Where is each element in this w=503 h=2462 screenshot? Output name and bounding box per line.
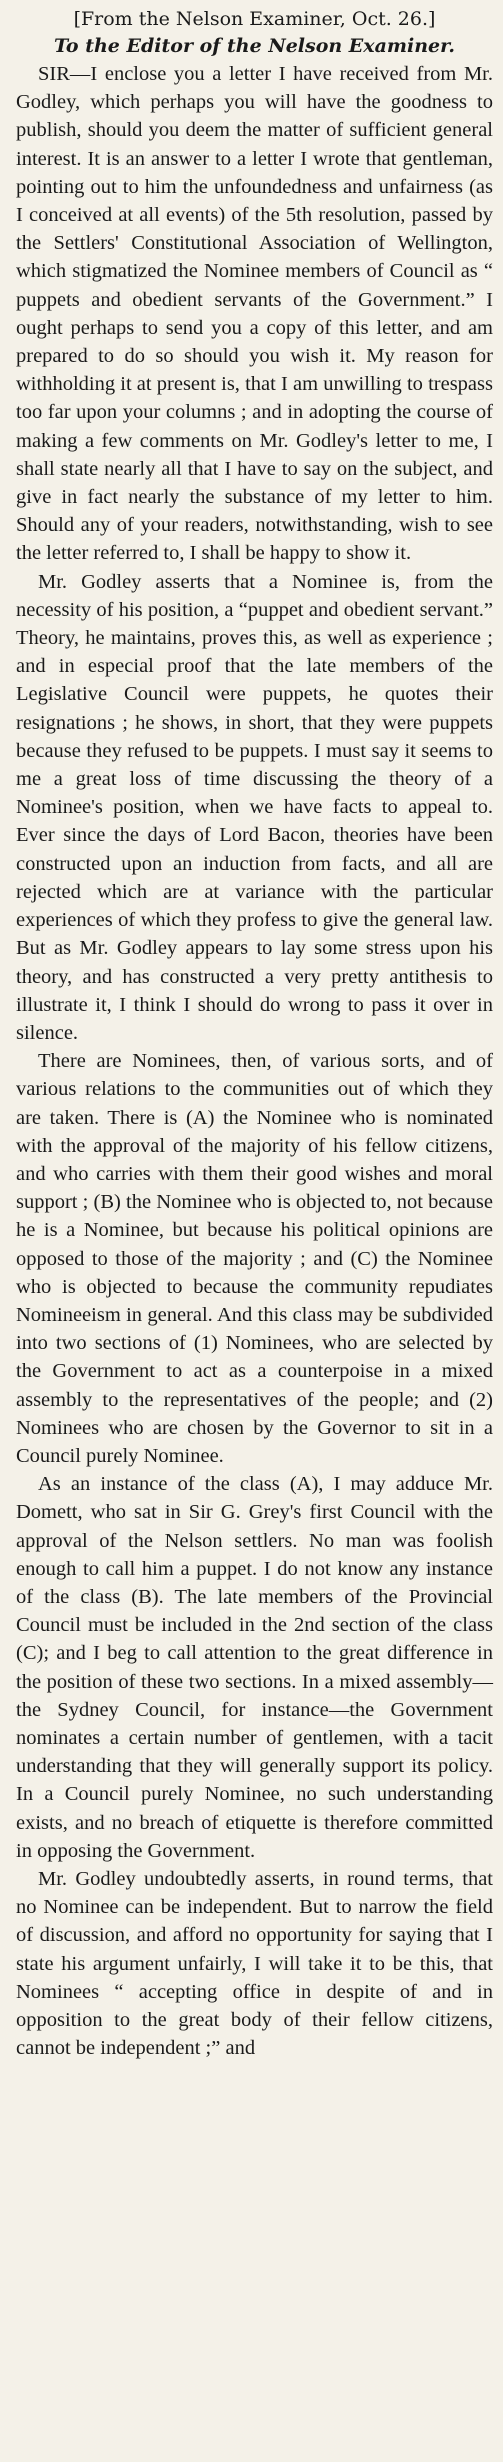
- paragraph-3: There are Nominees, then, of various sorts, and of various relations to the communities out of which they are taken. There is (A) the Nominee who is nominated with the approval of the majority of his fellow citizens, and who carries with them their good wishes and moral support ; (B) the Nominee who is objected to, not because he is a Nominee, but because his political opinions are opposed to those of the majority ; and (C) the Nominee who is objected to because the community repudiates Nomineeism in general. And this class may be subdivided into two sections of (1) Nominees, who are selected by the Government to act as a counterpoise in a mixed assembly to the representatives of the people; and (2) Nominees who are chosen by the Governor to sit in a Council purely Nominee.: [16, 1050, 493, 1467]
- address-line: To the Editor of the Nelson Examiner.: [53, 35, 456, 57]
- paragraph-5: Mr. Godley undoubtedly asserts, in round terms, that no Nominee can be independent. But to narrow the field of discussion, and afford no opportunity for saying that I state his argument unfairly, I will take it to be this, that Nominees “ accepting office in despite of and in opposition to the great body of their fellow citizens, cannot be independent ;” and: [16, 1868, 493, 2060]
- source-line: [From the Nelson Examiner, Oct. 26.]: [73, 8, 436, 30]
- paragraph-1: SIR—I enclose you a letter I have received from Mr. Godley, which perhaps you will have the goodness to publish, should you deem the matter of sufficient general interest. It is an answer to a letter I wrote that gentleman, pointing out to him the unfoundedness and unfairness (as I conceived at all events) of the 5th resolution, passed by the Settlers' Constitutional Association of Wellington, which stigmatized the Nominee members of Council as “ puppets and obedient servants of the Government.” I ought perhaps to send you a copy of this letter, and am prepared to do so should you wish it. My reason for withholding it at present is, that I am unwilling to trespass too far upon your columns ; and in adopting the course of making a few comments on Mr. Godley's letter to me, I shall state nearly all that I have to say on the subject, and give in fact nearly the substance of my letter to him. Should any of your readers, notwithstanding, wish to see the letter referred to, I shall be happy to show it.: [16, 63, 493, 565]
- paragraph-4: As an instance of the class (A), I may adduce Mr. Domett, who sat in Sir G. Grey's first Council with the approval of the Nelson settlers. No man was foolish enough to call him a puppet. I do not know any instance of the class (B). The late members of the Provincial Council must be included in the 2nd section of the class (C); and I beg to call attention to the great difference in the position of these two sections. In a mixed assembly—the Sydney Council, for instance—the Government nominates a certain number of gentlemen, with a tacit understanding that they will generally support its policy. In a Council purely Nominee, no such understanding exists, and no breach of etiquette is therefore committed in opposing the Government.: [16, 1473, 493, 1862]
- paragraph-2: Mr. Godley asserts that a Nominee is, from the necessity of his position, a “puppet and obedient servant.” Theory, he maintains, proves this, as well as experience ; and in especial proof that the late members of the Legislative Council were puppets, he quotes their resignations ; he shows, in short, that they were puppets because they refused to be puppets. I must say it seems to me a great loss of time discussing the theory of a Nominee's position, when we have facts to appeal to. Ever since the days of Lord Bacon, theories have been constructed upon an induction from facts, and all are rejected which are at variance with the particular experiences of which they profess to give the general law. But as Mr. Godley appears to lay some stress upon his theory, and has constructed a very pretty antithesis to illustrate it, I think I should do wrong to pass it over in silence.: [16, 570, 493, 1044]
